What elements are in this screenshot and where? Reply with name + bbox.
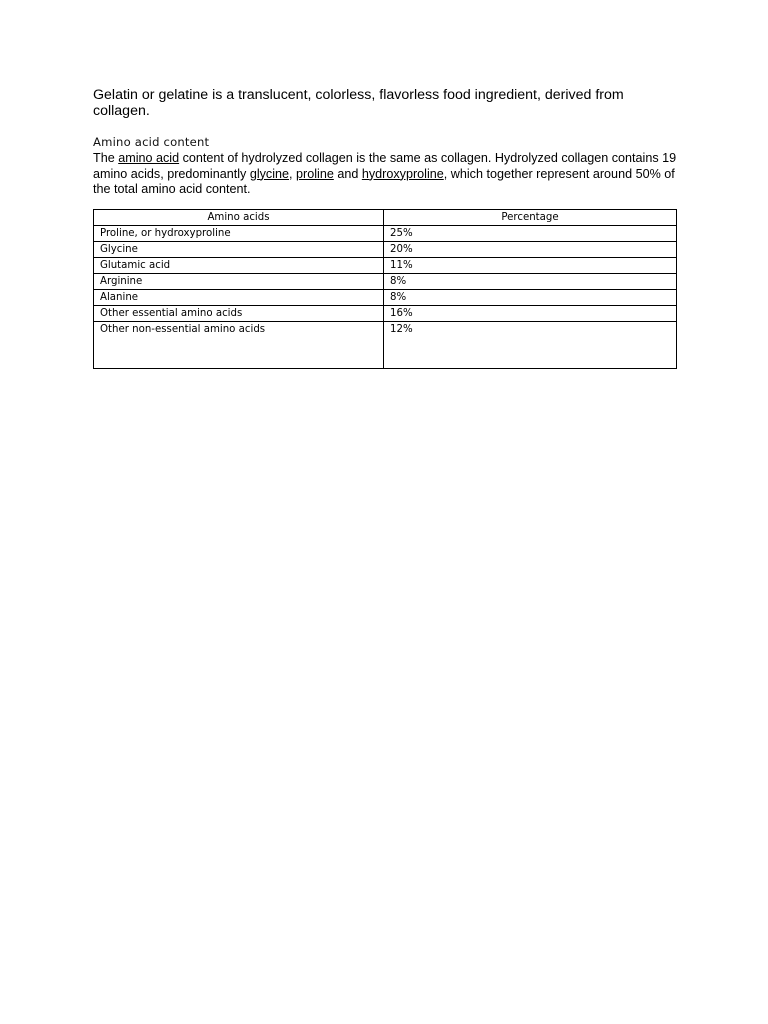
section-paragraph xyxy=(93,151,677,198)
table-row xyxy=(94,257,677,273)
amino-acid-cell: Other non-essential amino acids xyxy=(94,321,384,368)
intro-paragraph: Gelatin or gelatine is a translucent, colorless, flavorless food ingredient, derived from collagen. xyxy=(93,87,624,119)
percentage-cell: 20% xyxy=(384,241,677,257)
section-heading: Amino acid content xyxy=(93,135,210,149)
link-hydroxyproline[interactable]: hydroxyproline xyxy=(361,166,444,181)
amino-acid-cell: Glutamic acid xyxy=(94,257,384,273)
amino-acid-cell: Proline, or hydroxyproline xyxy=(94,225,384,241)
document-page xyxy=(93,87,677,369)
para-text-4: and xyxy=(333,166,362,181)
amino-acid-cell: Other essential amino acids xyxy=(94,305,384,321)
amino-acid-cell: Glycine xyxy=(94,241,384,257)
table-row xyxy=(94,305,677,321)
link-amino-acid[interactable]: amino acid xyxy=(118,151,180,165)
amino-acid-cell: Arginine xyxy=(94,273,384,289)
percentage-cell: 11% xyxy=(384,257,677,273)
link-proline[interactable]: proline xyxy=(296,166,334,181)
amino-acid-cell: Alanine xyxy=(94,289,384,305)
table-row xyxy=(94,321,677,368)
link-glycine[interactable]: glycine xyxy=(249,166,290,181)
table-header-row xyxy=(94,209,677,225)
table-row xyxy=(94,225,677,241)
table-row xyxy=(94,273,677,289)
para-text-5: , which together represent around 50% of the total amino acid content. xyxy=(93,166,675,196)
percentage-cell: 16% xyxy=(384,305,677,321)
percentage-cell: 25% xyxy=(384,225,677,241)
percentage-cell: 12% xyxy=(384,321,677,368)
amino-acid-table xyxy=(93,209,677,369)
header-amino-acids: Amino acids xyxy=(94,209,384,225)
table-row xyxy=(94,289,677,305)
para-text-2: content of hydrolyzed collagen is the same as collagen. Hydrolyzed collagen contains 19 amino acids, predominantly xyxy=(93,151,677,181)
percentage-cell: 8% xyxy=(384,289,677,305)
percentage-cell: 8% xyxy=(384,273,677,289)
para-text-3: , xyxy=(289,166,297,181)
para-text-1: The xyxy=(93,151,119,165)
header-percentage: Percentage xyxy=(384,209,677,225)
table-row xyxy=(94,241,677,257)
